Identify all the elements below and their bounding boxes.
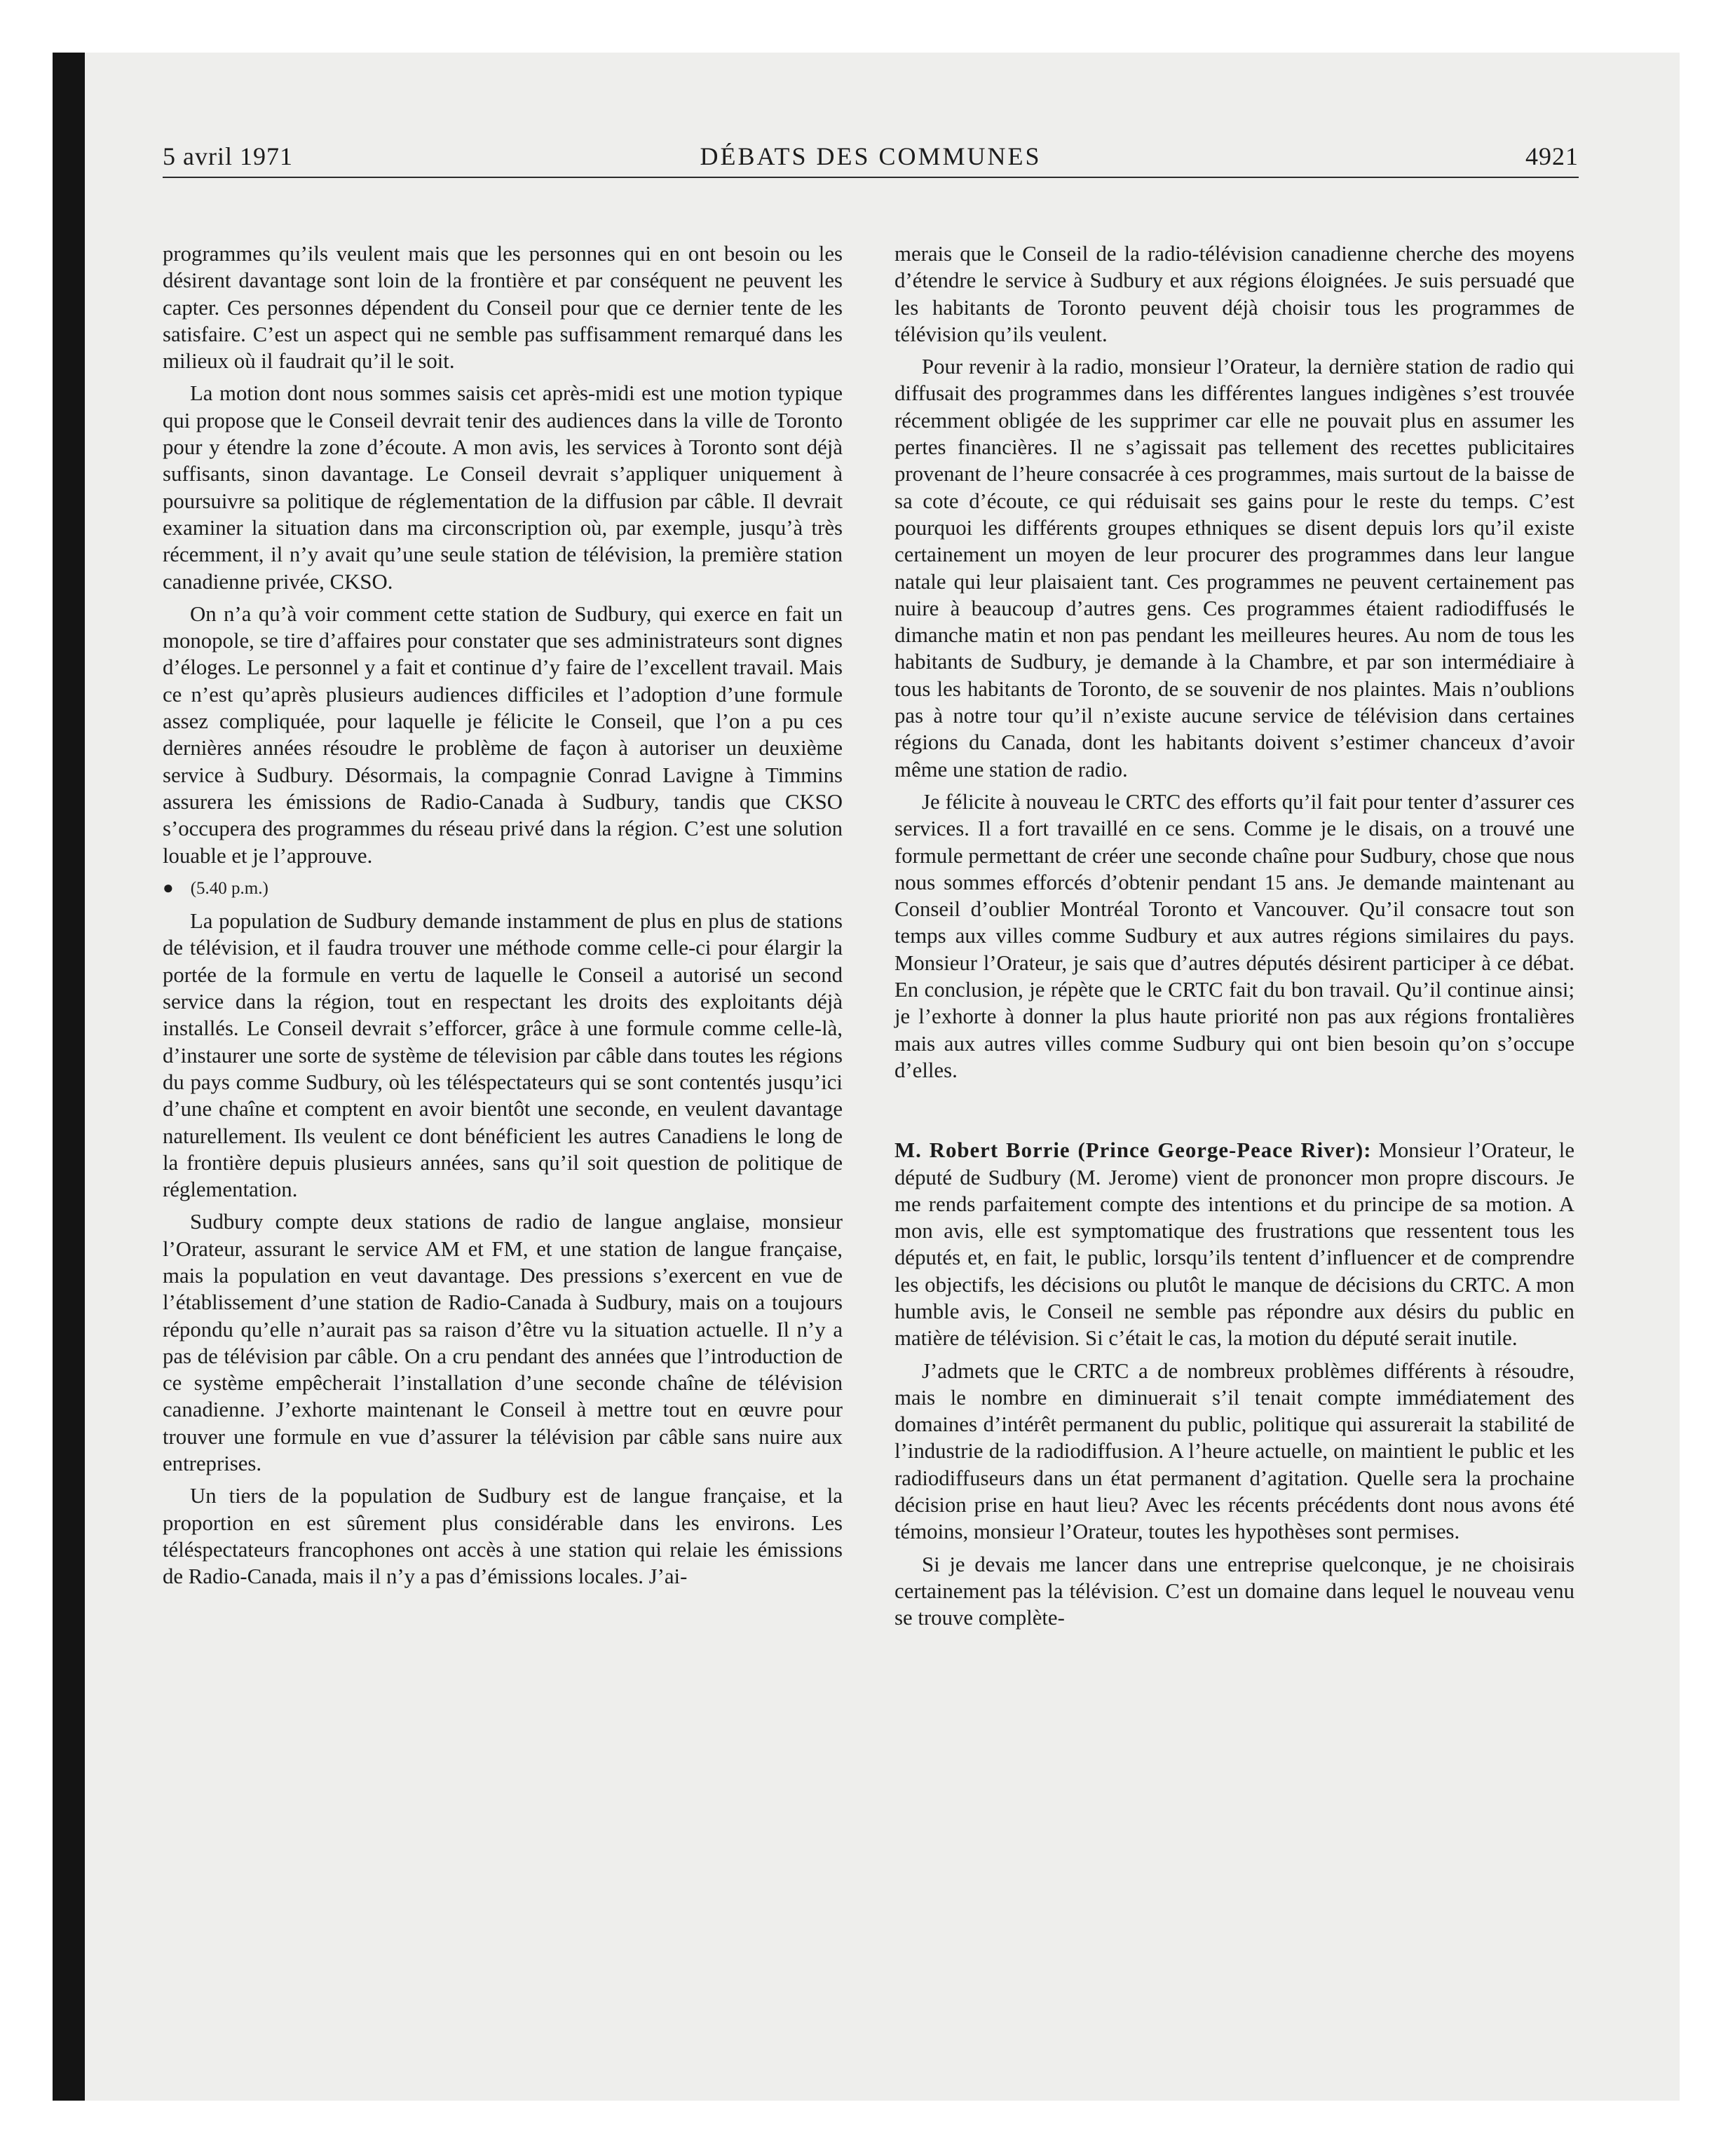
bullet-icon: ● (163, 877, 174, 898)
paragraph: Sudbury compte deux stations de radio de langue anglaise, monsieur l’Orateur, assurant le service AM et FM, et une station de langue française, mais la population en veut davantage. Des pressions s’exercent en vue de l’établissement d’une station de Radio-Canada à Sudbury, mais on a toujours répondu qu’elle n’aurait pas sa raison d’être vu la situation actuelle. Il n’y a pas de télévision par câble. On a cru pendant des années que l’introduction de ce système empêcherait l’installation d’une seconde chaîne de télévision canadienne. J’exhorte maintenant le Conseil à mettre tout en œuvre pour trouver une formule en vue d’assurer la télévision par câble sans nuire aux entreprises. (163, 1210, 843, 1476)
speaker-text: Monsieur l’Orateur, le député de Sudbury (M. Jerome) vient de prononcer mon propre discours. Je me rends parfaitement compte des intentions et du principe de sa motion. A mon avis, elle est symptomatique des frustrations que ressentent tous les députés et, en fait, le public, lorsqu’ils tentent d’influencer et de comprendre les objectifs, les décisions ou plutôt le manque de décisions du CRTC. A mon humble avis, le Conseil ne semble pas répondre aux désirs du public en matière de télévision. Si c’était le cas, la motion du député serait inutile. (894, 1138, 1574, 1351)
speaker-name: M. Robert Borrie (Prince George-Peace River): (894, 1138, 1372, 1163)
speaker-paragraph (894, 1137, 1574, 1351)
paragraph: On n’a qu’à voir comment cette station de Sudbury, qui exerce en fait un monopole, se tire d’affaires pour constater que ses administrateurs sont dignes d’éloges. Le personnel y a fait et continue d’y faire de l’excellent travail. Mais ce n’est qu’après plusieurs audiences difficiles et l’adoption d’une formule assez compliquée, pour laquelle je félicite le Conseil, que l’on a pu ces dernières années résoudre le problème de façon à autoriser un deuxième service à Sudbury. Désormais, la compagnie Conrad Lavigne à Timmins assurera les émissions de Radio-Canada à Sudbury, tandis que CKSO s’occupera des programmes du réseau privé dans la région. C’est une solution louable et je l’approuve. (163, 601, 843, 868)
header-date: 5 avril 1971 (163, 142, 293, 170)
paragraph: Je félicite à nouveau le CRTC des efforts qu’il fait pour tenter d’assurer ces services. Il a fort travaillé en ce sens. Comme je le disais, on a trouvé une formule permettant de créer une seconde chaîne pour Sudbury, chose que nous nous sommes efforcés d’obtenir pendant 15 ans. Je demande maintenant au Conseil d’oublier Montréal Toronto et Vancouver. Qu’il consacre tout son temps aux villes comme Sudbury et aux autres régions similaires du pays. Monsieur l’Orateur, je sais que d’autres députés désirent participer à ce débat. En conclusion, je répète que le CRTC fait du bon travail. Qu’il continue ainsi; je l’exhorte à donner la plus haute priorité non pas aux régions frontalières mais aux autres villes comme Sudbury qui ont bien besoin qu’on s’occupe d’elles. (894, 789, 1574, 1082)
paragraph: La population de Sudbury demande instamment de plus en plus de stations de télévision, et il faudra trouver une méthode comme celle-ci pour élargir la portée de la formule en vertu de laquelle le Conseil a autorisé un second service dans la région, tout en respectant les droits des exploitants déjà installés. Le Conseil devrait s’efforcer, grâce à une formule comme celle-là, d’instaurer une sorte de système de télevision par câble dans toutes les régions du pays comme Sudbury, où les téléspectateurs qui se sont contentés jusqu’ici d’une chaîne et comptent en avoir bientôt une seconde, en veulent davantage naturellement. Ils veulent ce dont bénéficient les autres Canadiens le long de la frontière depuis plusieurs années, sans qu’il soit question de politique de réglementation. (163, 909, 843, 1202)
scan-border (53, 53, 85, 2101)
left-column (163, 240, 843, 1596)
paragraph: Un tiers de la population de Sudbury est de langue française, et la proportion en est sûrement plus considérable dans les environs. Les téléspectateurs francophones ont accès à une station qui relaie les émissions de Radio-Canada, mais il n’y a pas d’émissions locales. J’ai- (163, 1484, 843, 1589)
page-number: 4921 (1525, 142, 1579, 170)
right-column (894, 240, 1574, 1637)
header-title: DÉBATS DES COMMUNES (700, 142, 1042, 170)
page-header (163, 142, 1579, 179)
paragraph: Si je devais me lancer dans une entreprise quelconque, je ne choisirais certainement pas la télévision. C’est un domaine dans lequel le nouveau venu se trouve complète- (894, 1552, 1574, 1630)
paragraph: Pour revenir à la radio, monsieur l’Orateur, la dernière station de radio qui diffusait des programmes dans les différentes langues indigènes s’est trouvée récemment obligée de les supprimer car elle ne pouvait plus en assumer les pertes financières. Il ne s’agissait pas tellement des recettes publicitaires provenant de l’heure consacrée à ces programmes, mais surtout de la baisse de sa cote d’écoute, ce qui réduisait ses gains pour le reste du temps. C’est pourquoi les différents groupes ethniques se disent depuis lors qu’il existe certainement un moyen de leur procurer des programmes dans leur langue natale qui leur plaisaient tant. Ces programmes ne peuvent certainement pas nuire à beaucoup d’autres gens. Ces programmes étaient radiodiffusés le dimanche matin et non pas pendant les meilleures heures. Au nom de tous les habitants de Sudbury, je demande à la Chambre, et par son intermédiaire à tous les habitants de Toronto, de se souvenir de nos plaintes. Mais n’oublions pas à notre tour qu’il n’existe aucune service de télévision dans certaines régions du Canada, dont les habitants doivent s’estimer chanceux d’avoir même une station de radio. (894, 355, 1574, 782)
header-rule (163, 177, 1579, 178)
time-stamp: (5.40 p.m.) (190, 878, 268, 898)
time-marker (163, 875, 843, 902)
paragraph: programmes qu’ils veulent mais que les personnes qui en ont besoin ou les désirent davantage sont loin de la frontière et par conséquent ne peuvent les capter. Ces personnes dépendent du Conseil pour que ce dernier tente de les satisfaire. C’est un aspect qui ne semble pas suffisamment remarqué dans les milieux où il faudrait qu’il le soit. (163, 242, 843, 374)
paragraph: La motion dont nous sommes saisis cet après-midi est une motion typique qui propose que le Conseil devrait tenir des audiences dans la ville de Toronto pour y étendre la zone d’écoute. A mon avis, les services à Toronto sont déjà suffisants, sinon davantage. Le Conseil devrait s’appliquer uniquement à poursuivre sa politique de réglementation de la diffusion par câble. Il devrait examiner la situation dans ma circonscription où, par exemple, jusqu’à très récemment, il n’y avait qu’une seule station de télévision, la première station canadienne privée, CKSO. (163, 381, 843, 594)
paragraph: J’admets que le CRTC a de nombreux problèmes différents à résoudre, mais le nombre en diminuerait s’il tenait compte immédiatement des domaines d’intérêt permanent du public, politique qui assurerait la stabilité de l’industrie de la radiodiffusion. A l’heure actuelle, on maintient le public et les radiodiffuseurs dans un état permanent d’agitation. Quelle sera la prochaine décision prise en haut lieu? Avec les récents précédents dont nous avons été témoins, monsieur l’Orateur, toutes les hypothèses sont permises. (894, 1358, 1574, 1544)
paragraph: merais que le Conseil de la radio-télévision canadienne cherche des moyens d’étendre le service à Sudbury et aux régions éloignées. Je suis persuadé que les habitants de Toronto peuvent déjà choisir tous les programmes de télévision qu’ils veulent. (894, 242, 1574, 346)
